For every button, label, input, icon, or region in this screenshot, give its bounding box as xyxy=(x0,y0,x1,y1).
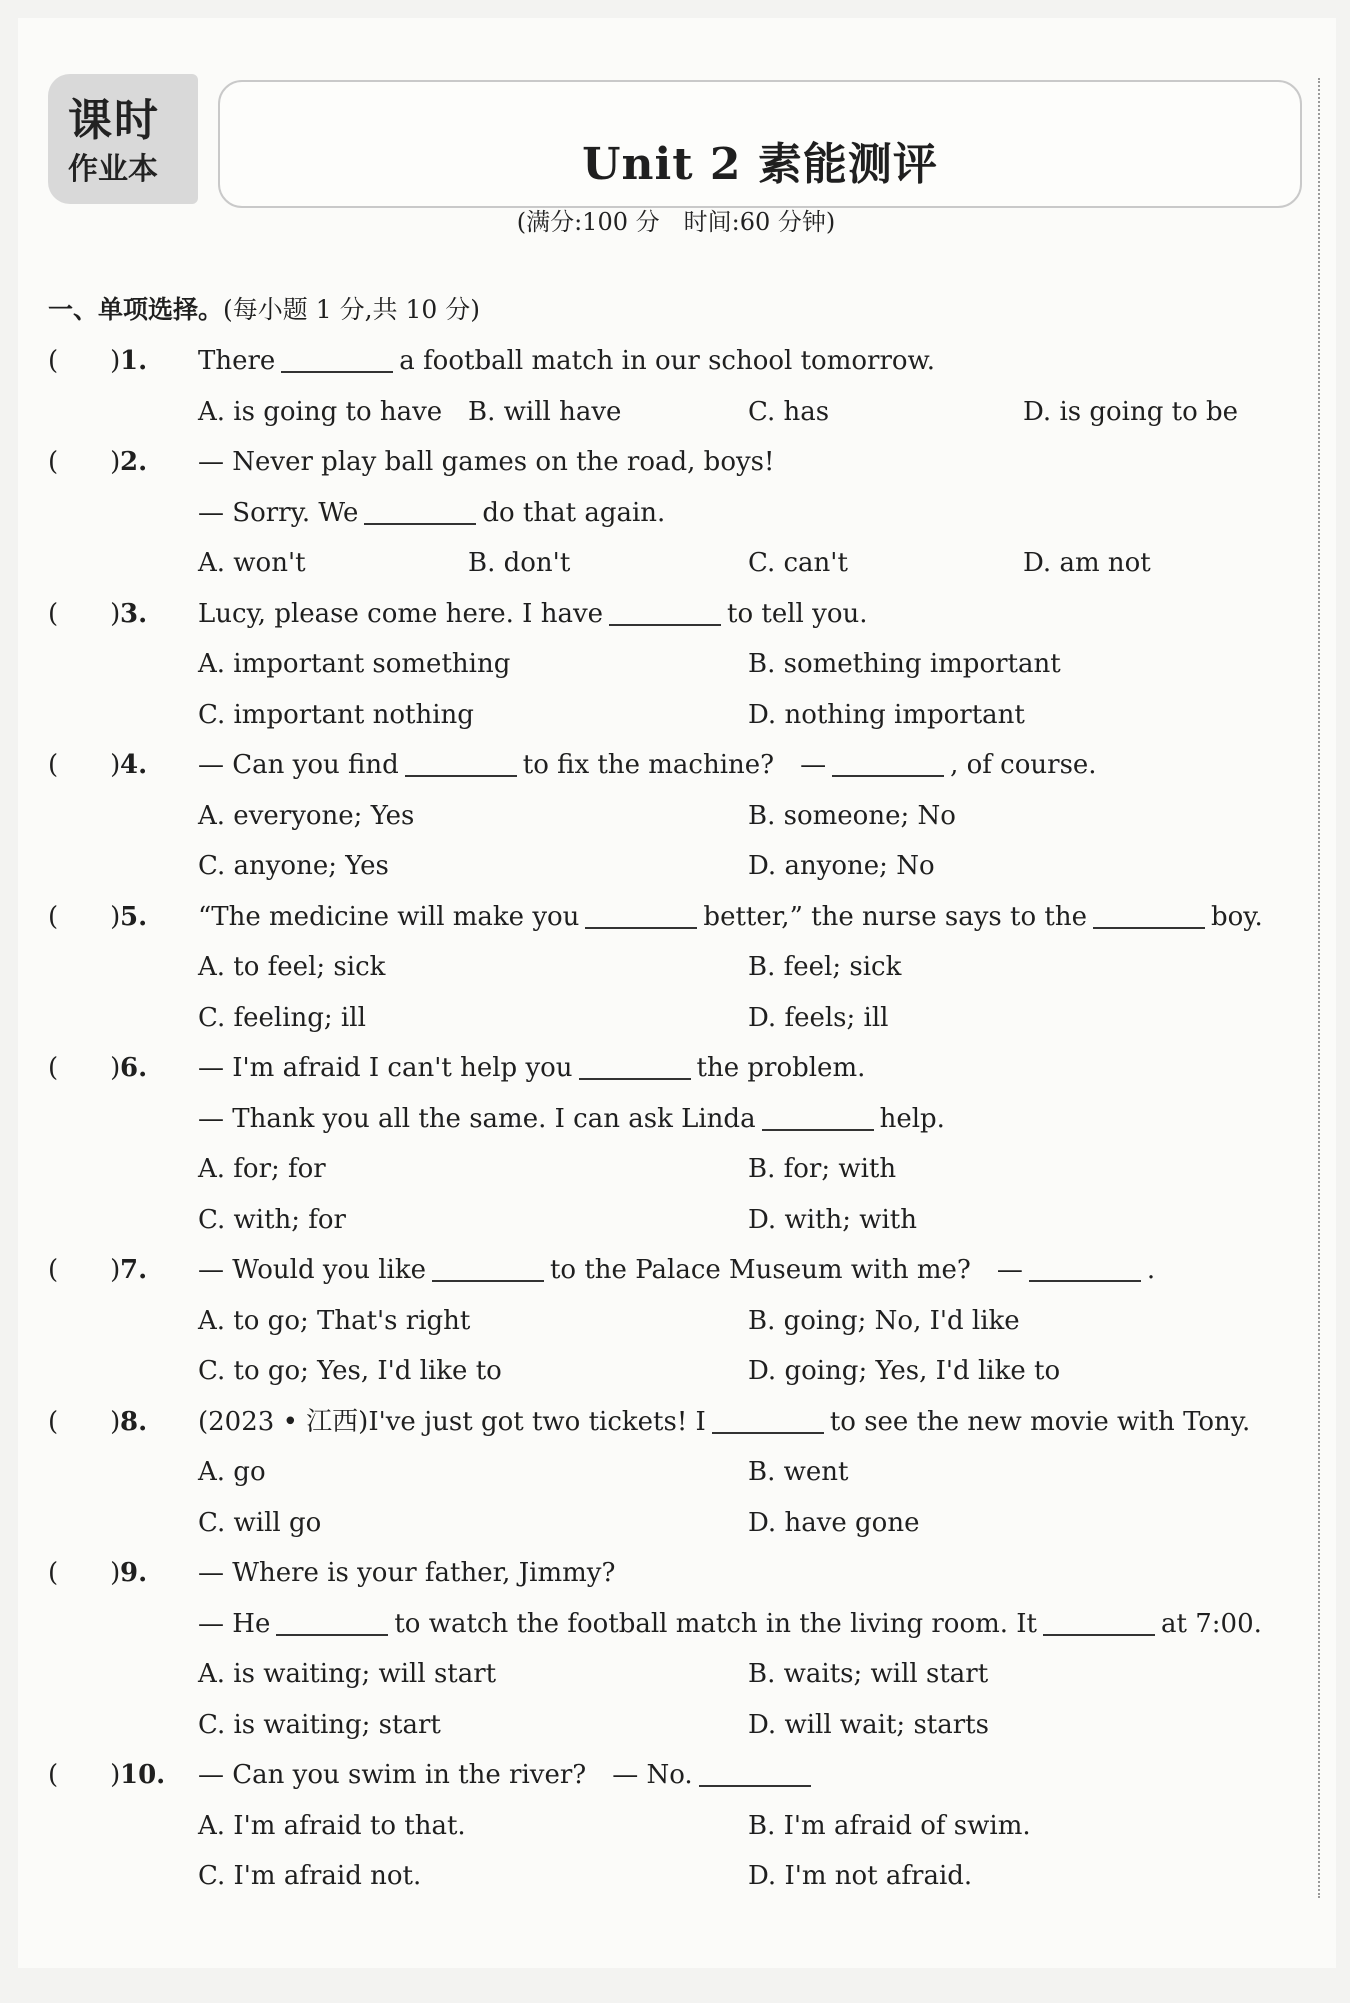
stem-text: to watch the football match in the living room. It xyxy=(394,1608,1038,1639)
answer-blank[interactable] xyxy=(585,901,697,929)
question-stem xyxy=(198,1548,615,1599)
title-box xyxy=(218,80,1302,208)
question-stem xyxy=(198,1094,945,1145)
stem-text: — Thank you all the same. I can ask Linda xyxy=(198,1103,756,1134)
answer-blank[interactable] xyxy=(579,1052,691,1080)
logo-bottom-text: 作业本 xyxy=(68,152,158,187)
answer-blank[interactable] xyxy=(276,1608,388,1636)
answer-parentheses[interactable]: ( ) xyxy=(48,1406,121,1437)
option-a[interactable]: A. go xyxy=(198,1457,266,1487)
answer-parentheses[interactable]: ( ) xyxy=(48,901,121,932)
question-number: 2. xyxy=(120,447,148,477)
question-6 xyxy=(48,1043,1298,1245)
stem-text: — Can you swim in the river? — No. xyxy=(198,1760,693,1790)
answer-parentheses[interactable]: ( ) xyxy=(48,447,121,477)
stem-text: — I'm afraid I can't help you xyxy=(198,1053,573,1083)
question-stem xyxy=(198,589,867,640)
stem-text: help. xyxy=(879,1103,945,1134)
answer-parentheses[interactable]: ( ) xyxy=(48,1558,121,1588)
stem-text: to tell you. xyxy=(727,598,868,629)
section-note: (每小题 1 分,共 10 分) xyxy=(223,295,480,324)
stem-text: — Where is your father, Jimmy? xyxy=(198,1558,616,1588)
option-c[interactable]: C. will go xyxy=(198,1507,322,1538)
answer-blank[interactable] xyxy=(364,497,476,525)
answer-blank[interactable] xyxy=(1043,1608,1155,1636)
answer-blank[interactable] xyxy=(832,749,944,777)
answer-parentheses[interactable]: ( ) xyxy=(48,1255,121,1285)
option-b[interactable]: B. something important xyxy=(748,649,1061,679)
question-stem xyxy=(198,336,935,387)
option-c[interactable]: C. is waiting; start xyxy=(198,1709,441,1740)
worksheet-page xyxy=(18,18,1336,1968)
score-time-info xyxy=(48,202,1304,237)
option-d[interactable]: D. have gone xyxy=(748,1507,920,1538)
options-row xyxy=(48,993,1298,1044)
question-number: 4. xyxy=(120,750,148,780)
question-8 xyxy=(48,1397,1298,1549)
question-line xyxy=(48,437,1298,488)
logo-top-text: 课时 xyxy=(68,95,160,146)
answer-blank[interactable] xyxy=(1029,1254,1141,1282)
options-row xyxy=(48,942,1298,993)
question-2 xyxy=(48,437,1298,589)
options-row xyxy=(48,1498,1298,1549)
stem-text: boy. xyxy=(1210,901,1263,932)
question-number: 5. xyxy=(120,901,148,932)
options-row xyxy=(48,1195,1298,1246)
option-c[interactable]: C. I'm afraid not. xyxy=(198,1861,422,1891)
options-row xyxy=(48,1144,1298,1195)
question-line xyxy=(48,1548,1298,1599)
option-c[interactable]: C. feeling; ill xyxy=(198,1002,366,1033)
question-line xyxy=(48,1094,1298,1145)
option-d[interactable]: D. nothing important xyxy=(748,699,1025,730)
option-a[interactable]: A. to go; That's right xyxy=(198,1305,471,1336)
options-row xyxy=(48,387,1298,438)
option-c[interactable]: C. important nothing xyxy=(198,699,474,730)
question-line xyxy=(48,336,1298,387)
page-title: Unit 2 素能测评 xyxy=(582,139,938,190)
question-line xyxy=(48,1750,1298,1801)
option-b[interactable]: B. feel; sick xyxy=(748,952,902,982)
question-5 xyxy=(48,892,1298,1044)
option-a[interactable]: A. won't xyxy=(198,548,306,578)
answer-parentheses[interactable]: ( ) xyxy=(48,1053,121,1083)
answer-parentheses[interactable]: ( ) xyxy=(48,750,121,780)
question-stem xyxy=(198,1043,865,1094)
options-row xyxy=(48,1346,1298,1397)
question-7 xyxy=(48,1245,1298,1397)
stem-text: — Never play ball games on the road, boys! xyxy=(198,447,775,477)
option-b[interactable]: B. going; No, I'd like xyxy=(748,1305,1020,1336)
option-b[interactable]: B. waits; will start xyxy=(748,1659,989,1689)
option-c[interactable]: C. can't xyxy=(748,548,848,578)
option-a[interactable]: A. to feel; sick xyxy=(198,952,386,982)
stem-text: the problem. xyxy=(696,1053,866,1083)
question-line xyxy=(48,892,1298,943)
stem-text: a football match in our school tomorrow. xyxy=(399,346,935,376)
stem-text: do that again. xyxy=(482,497,666,528)
answer-blank[interactable] xyxy=(281,345,393,373)
question-stem xyxy=(198,740,1097,791)
answer-blank[interactable] xyxy=(405,749,517,777)
options-row xyxy=(48,1700,1298,1751)
stem-text: — He xyxy=(198,1608,271,1639)
answer-parentheses[interactable]: ( ) xyxy=(48,1760,121,1790)
question-line xyxy=(48,1245,1298,1296)
stem-text: — Can you find xyxy=(198,750,399,780)
option-d[interactable]: D. will wait; starts xyxy=(748,1709,989,1740)
option-d[interactable]: D. is going to be xyxy=(1023,396,1239,427)
score-time-text: (满分:100 分 时间:60 分钟) xyxy=(495,208,858,236)
option-b[interactable]: B. I'm afraid of swim. xyxy=(748,1810,1031,1841)
option-c[interactable]: C. anyone; Yes xyxy=(198,851,389,881)
question-9 xyxy=(48,1548,1298,1750)
question-stem xyxy=(198,437,774,488)
question-stem xyxy=(198,488,665,539)
question-number: 10. xyxy=(120,1760,166,1790)
question-number: 9. xyxy=(120,1558,148,1588)
options-row xyxy=(48,1649,1298,1700)
question-10 xyxy=(48,1750,1298,1902)
option-b[interactable]: B. went xyxy=(748,1457,849,1487)
question-stem xyxy=(198,1245,1155,1296)
answer-blank[interactable] xyxy=(1093,901,1205,929)
question-line xyxy=(48,1043,1298,1094)
stem-text: Lucy, please come here. I have xyxy=(198,598,604,629)
question-line xyxy=(48,1397,1298,1448)
question-number: 6. xyxy=(120,1053,148,1083)
question-line xyxy=(48,1599,1298,1650)
option-d[interactable]: D. with; with xyxy=(748,1204,917,1235)
option-a[interactable]: A. is going to have xyxy=(198,396,443,427)
option-d[interactable]: D. feels; ill xyxy=(748,1002,889,1033)
answer-blank[interactable] xyxy=(609,598,721,626)
stem-text: to fix the machine? — xyxy=(522,750,827,780)
answer-parentheses[interactable]: ( ) xyxy=(48,346,121,376)
option-c[interactable]: C. with; for xyxy=(198,1204,346,1235)
section-title: 一、单项选择。 xyxy=(48,295,224,324)
options-row xyxy=(48,1296,1298,1347)
option-b[interactable]: B. for; with xyxy=(748,1154,897,1184)
stem-text: — Would you like xyxy=(198,1255,426,1285)
answer-blank[interactable] xyxy=(432,1254,544,1282)
question-number: 3. xyxy=(120,598,148,629)
question-number: 7. xyxy=(120,1255,148,1285)
stem-text: There xyxy=(198,346,276,376)
question-stem xyxy=(198,1397,1250,1448)
stem-text: . xyxy=(1146,1255,1156,1285)
question-number: 1. xyxy=(120,346,148,376)
options-row xyxy=(48,841,1298,892)
question-line xyxy=(48,740,1298,791)
series-logo xyxy=(48,74,198,204)
option-d[interactable]: D. anyone; No xyxy=(748,851,935,881)
option-a[interactable]: A. for; for xyxy=(198,1154,326,1184)
option-d[interactable]: D. I'm not afraid. xyxy=(748,1861,973,1891)
option-b[interactable]: B. don't xyxy=(468,548,571,578)
option-a[interactable]: A. important something xyxy=(198,649,511,679)
options-row xyxy=(48,791,1298,842)
options-row xyxy=(48,1801,1298,1852)
question-stem xyxy=(198,1599,1262,1650)
option-c[interactable]: C. has xyxy=(748,396,830,427)
stem-text: — Sorry. We xyxy=(198,497,359,528)
answer-blank[interactable] xyxy=(699,1759,811,1787)
stem-text: “The medicine will make you xyxy=(198,901,580,932)
options-row xyxy=(48,690,1298,741)
stem-text: (2023 • 江西)I've just got two tickets! I xyxy=(198,1406,706,1437)
options-row xyxy=(48,1447,1298,1498)
margin-dotted-line xyxy=(1318,78,1320,1898)
header xyxy=(48,74,1304,244)
stem-text: better,” the nurse says to the xyxy=(703,901,1087,932)
question-number: 8. xyxy=(120,1406,148,1437)
question-4 xyxy=(48,740,1298,892)
section-heading xyxy=(48,290,480,326)
option-d[interactable]: D. going; Yes, I'd like to xyxy=(748,1356,1061,1386)
question-3 xyxy=(48,589,1298,741)
question-1 xyxy=(48,336,1298,437)
options-row xyxy=(48,1851,1298,1902)
stem-text: to see the new movie with Tony. xyxy=(829,1406,1251,1437)
option-a[interactable]: A. is waiting; will start xyxy=(198,1659,497,1689)
question-line xyxy=(48,589,1298,640)
option-a[interactable]: A. I'm afraid to that. xyxy=(198,1810,466,1841)
answer-parentheses[interactable]: ( ) xyxy=(48,598,121,629)
question-list xyxy=(48,336,1298,1902)
option-c[interactable]: C. to go; Yes, I'd like to xyxy=(198,1356,502,1386)
option-b[interactable]: B. will have xyxy=(468,396,622,427)
answer-blank[interactable] xyxy=(762,1103,874,1131)
question-stem xyxy=(198,1750,817,1801)
question-line xyxy=(48,488,1298,539)
option-d[interactable]: D. am not xyxy=(1023,548,1151,578)
answer-blank[interactable] xyxy=(712,1406,824,1434)
option-a[interactable]: A. everyone; Yes xyxy=(198,800,415,831)
options-row xyxy=(48,538,1298,589)
stem-text: at 7:00. xyxy=(1161,1608,1262,1639)
options-row xyxy=(48,639,1298,690)
option-b[interactable]: B. someone; No xyxy=(748,800,956,831)
stem-text: to the Palace Museum with me? — xyxy=(549,1255,1023,1285)
question-stem xyxy=(198,892,1263,943)
stem-text: , of course. xyxy=(950,750,1097,780)
